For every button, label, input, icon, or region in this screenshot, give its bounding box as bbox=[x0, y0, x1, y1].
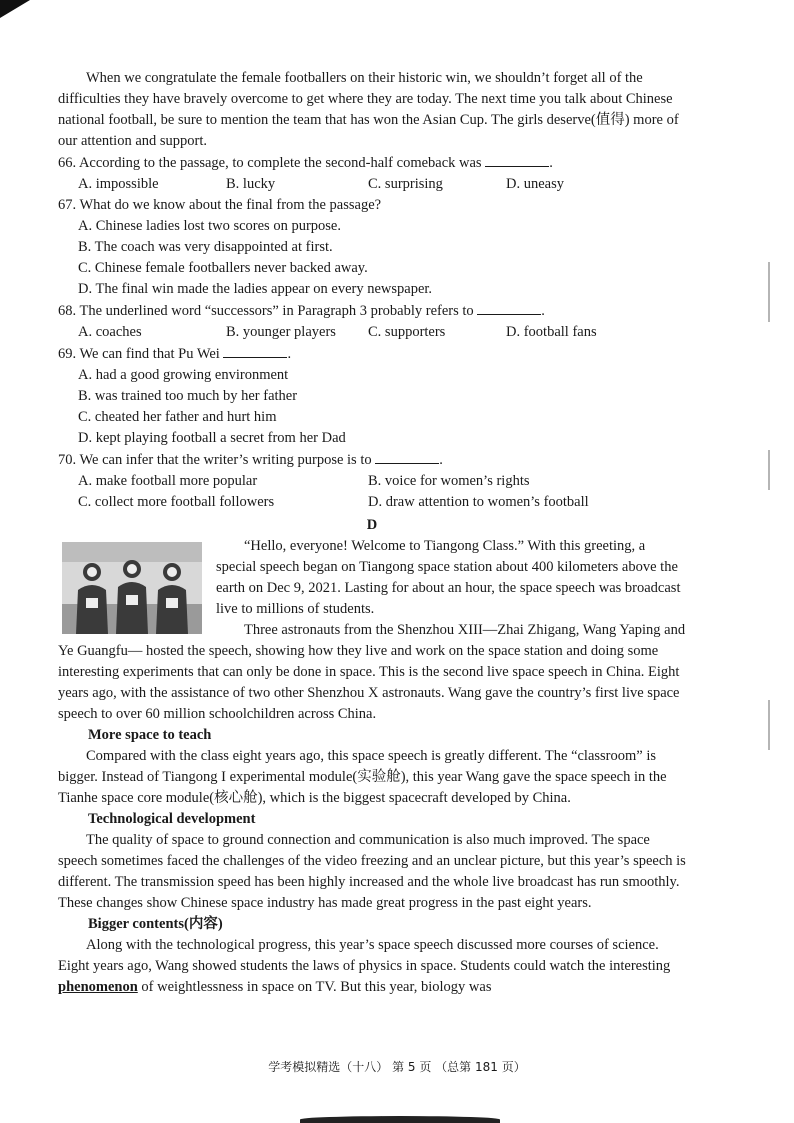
option: B. voice for women’s rights bbox=[368, 473, 530, 489]
right-margin-mark bbox=[768, 262, 770, 322]
option: A. Chinese ladies lost two scores on purpose. bbox=[78, 218, 341, 234]
exam-page bbox=[58, 68, 686, 998]
question-68-stem: 68. The underlined word “successors” in Paragraph 3 probably refers to bbox=[58, 303, 474, 319]
option: D. draw attention to women’s football bbox=[368, 494, 589, 510]
question-66-stem: 66. According to the passage, to complete the second-half comeback was bbox=[58, 155, 482, 171]
question-66-options bbox=[58, 174, 686, 195]
page-footer: 学考模拟精选（十八） 第 5 页 （总第 181 页） bbox=[268, 1060, 526, 1074]
section-heading: Technological development bbox=[88, 811, 256, 827]
section-heading: Bigger contents(内容) bbox=[88, 916, 223, 932]
section-d-paragraph-4: The quality of space to ground connection and communication is also much improved. The space speech sometimes faced the challenges of the video freezing and an unclear picture, but this year’s speech is different. The transmission speed has been highly increased and the whole live broadcast has run smoothly. These changes show Chinese space industry has made great progress in the past eight years. bbox=[58, 832, 686, 911]
question-67-options bbox=[58, 216, 686, 300]
question-70: 70. We can infer that the writer’s writing purpose is to . bbox=[58, 449, 686, 471]
section-d-paragraph-3: Compared with the class eight years ago, this space speech is greatly different. The “classroom” is bigger. Instead of Tiangong I experimental module(实验舱), this year Wang gave the space speech in the Tianhe space core module(核心舱), which is the biggest spacecraft developed by China. bbox=[58, 748, 667, 806]
underlined-word: phenomenon bbox=[58, 979, 138, 995]
answer-blank bbox=[477, 300, 541, 315]
section-d-paragraph-5: Along with the technological progress, this year’s space speech discussed more courses of science. Eight years ago, Wang showed students the laws of physics in space. Students could watch the interesting phenomenon of weightlessness in space on TV. But this year, biology was bbox=[58, 937, 671, 995]
option: A. impossible bbox=[78, 176, 159, 192]
section-d-paragraph-1: “Hello, everyone! Welcome to Tiangong Class.” With this greeting, a special speech began on Tiangong space station about 400 kilometers above the earth on Dec 9, 2021. Lasting for about an hour, the space speech was broadcast live to millions of students. bbox=[216, 538, 681, 617]
answer-blank bbox=[223, 343, 287, 358]
corner-scan-mark bbox=[0, 0, 30, 18]
option: B. The coach was very disappointed at first. bbox=[78, 239, 333, 255]
passage-c-closing-paragraph: When we congratulate the female footballers on their historic win, we shouldn’t forget all of the difficulties they have bravely overcome to get where they are today. The next time you talk about Chinese national football, be sure to mention the team that has won the Asian Cup. The girls deserve(值得) more of our attention and support. bbox=[58, 70, 679, 149]
option: A. had a good growing environment bbox=[78, 367, 289, 383]
question-68: 68. The underlined word “successors” in Paragraph 3 probably refers to . bbox=[58, 300, 686, 322]
option: C. Chinese female footballers never backed away. bbox=[78, 260, 368, 276]
question-69-stem: 69. We can find that Pu Wei bbox=[58, 346, 220, 362]
option: B. lucky bbox=[226, 176, 276, 192]
question-68-options bbox=[58, 322, 686, 343]
option: C. cheated her father and hurt him bbox=[78, 409, 277, 425]
option: D. The final win made the ladies appear on every newspaper. bbox=[78, 281, 433, 297]
section-d-paragraph-2: Three astronauts from the Shenzhou XIII—Zhai Zhigang, Wang Yaping and Ye Guangfu— hosted the speech, showing how they live and work on the space station and doing some interesting experiments that can only be done in space. This is the second live space speech in China. Eight years ago, with the assistance of two other Shenzhou X astronauts. Wang gave the country’s first live space speech to over 60 million schoolchildren across China. bbox=[58, 622, 686, 722]
section-letter: D bbox=[366, 517, 378, 533]
option: C. supporters bbox=[368, 324, 446, 340]
right-margin-mark bbox=[768, 450, 770, 490]
right-margin-mark bbox=[768, 700, 770, 750]
question-67-stem: 67. What do we know about the final from the passage? bbox=[58, 197, 382, 213]
option: A. coaches bbox=[78, 324, 142, 340]
question-66: 66. According to the passage, to complete the second-half comeback was . bbox=[58, 152, 686, 174]
answer-blank bbox=[485, 152, 549, 167]
option: C. collect more football followers bbox=[78, 494, 275, 510]
option: D. kept playing football a secret from her Dad bbox=[78, 430, 346, 446]
answer-blank bbox=[375, 449, 439, 464]
question-69: 69. We can find that Pu Wei . bbox=[58, 343, 686, 365]
option: A. make football more popular bbox=[78, 473, 258, 489]
section-heading: More space to teach bbox=[88, 727, 212, 743]
astronauts-photo bbox=[62, 542, 202, 634]
option: D. uneasy bbox=[506, 176, 564, 192]
question-70-stem: 70. We can infer that the writer’s writing purpose is to bbox=[58, 452, 372, 468]
option: D. football fans bbox=[506, 324, 597, 340]
question-70-options bbox=[58, 471, 686, 513]
option: C. surprising bbox=[368, 176, 443, 192]
bottom-scan-mark bbox=[300, 1116, 500, 1123]
option: B. was trained too much by her father bbox=[78, 388, 298, 404]
option: B. younger players bbox=[226, 324, 336, 340]
question-69-options bbox=[58, 365, 686, 449]
